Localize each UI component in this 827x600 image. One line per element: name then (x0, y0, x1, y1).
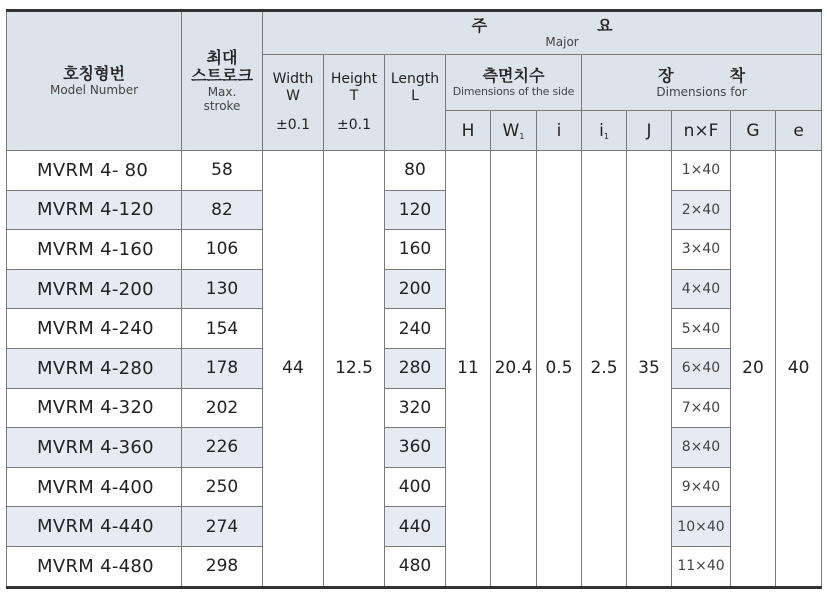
model-cell: MVRM 4- 80 (7, 151, 182, 191)
nxf-cell: 3×40 (672, 230, 731, 270)
nxf-cell: 8×40 (672, 428, 731, 468)
nxf-cell: 9×40 (672, 467, 731, 507)
stroke-cell: 130 (182, 269, 263, 309)
col-header-e: e (776, 111, 822, 151)
length-cell: 320 (385, 388, 446, 428)
nxf-cell: 6×40 (672, 348, 731, 388)
stroke-header-en-2: stroke (203, 99, 241, 113)
major-header-ko-1: 주 (471, 16, 488, 35)
width-value: 44 (263, 151, 324, 588)
stroke-cell: 178 (182, 348, 263, 388)
model-cell: MVRM 4-360 (7, 428, 182, 468)
model-cell: MVRM 4-240 (7, 309, 182, 349)
model-cell: MVRM 4-480 (7, 546, 182, 587)
length-header-symbol: L (411, 88, 419, 104)
table-row (7, 190, 822, 230)
model-header-ko: 호칭형번 (63, 64, 125, 83)
side-header-en: Dimensions of the side (452, 85, 575, 98)
stroke-cell: 298 (182, 546, 263, 587)
col-header-nxF: n×F (672, 111, 731, 151)
mount-header-en: Dimensions for (656, 84, 747, 99)
nxf-cell: 7×40 (672, 388, 731, 428)
model-cell: MVRM 4-120 (7, 190, 182, 230)
length-cell: 280 (385, 348, 446, 388)
i-value: 0.5 (537, 151, 582, 588)
length-cell: 360 (385, 428, 446, 468)
major-header-en: Major (545, 35, 579, 49)
mount-header-ko-2: 착 (729, 65, 746, 85)
length-cell: 200 (385, 269, 446, 309)
nxf-cell: 5×40 (672, 309, 731, 349)
nxf-cell: 4×40 (672, 269, 731, 309)
col-header-i1: $i_1$ (582, 111, 627, 151)
table-row (7, 428, 822, 468)
table-row (7, 467, 822, 507)
length-cell: 400 (385, 467, 446, 507)
nxf-cell: 1×40 (672, 151, 731, 191)
model-cell: MVRM 4-320 (7, 388, 182, 428)
model-header-en: Model Number (49, 83, 139, 97)
mounting-dimensions-header (582, 55, 822, 111)
height-value: 12.5 (324, 151, 385, 588)
major-header (263, 11, 822, 55)
stroke-header (182, 11, 263, 151)
col-header-J: J (627, 111, 672, 151)
length-cell: 160 (385, 230, 446, 270)
stroke-header-en-1: Max. (207, 85, 237, 99)
stroke-cell: 202 (182, 388, 263, 428)
table-row (7, 388, 822, 428)
height-header-label: Height (330, 71, 378, 87)
length-cell: 480 (385, 546, 446, 587)
length-cell: 440 (385, 507, 446, 547)
major-header-ko-2: 요 (597, 16, 613, 35)
width-header (263, 55, 324, 151)
nxf-cell: 2×40 (672, 190, 731, 230)
model-header (7, 11, 182, 151)
model-cell: MVRM 4-400 (7, 467, 182, 507)
side-dimensions-header (446, 55, 582, 111)
J-value: 35 (627, 151, 672, 588)
stroke-cell: 250 (182, 467, 263, 507)
i1-value: 2.5 (582, 151, 627, 588)
nxf-cell: 10×40 (672, 507, 731, 547)
stroke-header-ko-1: 최대 (206, 48, 238, 67)
col-header-H: H (446, 111, 491, 151)
nxf-cell: 11×40 (672, 546, 731, 587)
width-header-tol: ±0.1 (276, 117, 310, 133)
height-header-tol: ±0.1 (337, 117, 371, 133)
mount-header-ko-1: 장 (658, 65, 674, 85)
col-header-G: G (731, 111, 776, 151)
table-row (7, 348, 822, 388)
stroke-cell: 226 (182, 428, 263, 468)
width-header-symbol: W (286, 88, 300, 104)
stroke-cell: 82 (182, 190, 263, 230)
width-header-label: Width (272, 71, 314, 87)
length-cell: 240 (385, 309, 446, 349)
table-row (7, 507, 822, 547)
table-row (7, 269, 822, 309)
e-value: 40 (776, 151, 822, 588)
stroke-cell: 274 (182, 507, 263, 547)
spec-table (6, 9, 822, 589)
stroke-cell: 58 (182, 151, 263, 191)
length-cell: 120 (385, 190, 446, 230)
length-cell: 80 (385, 151, 446, 191)
model-cell: MVRM 4-280 (7, 348, 182, 388)
model-cell: MVRM 4-440 (7, 507, 182, 547)
height-header (324, 55, 385, 151)
table-row (7, 546, 822, 587)
height-header-symbol: T (349, 88, 359, 104)
length-header (385, 55, 446, 151)
side-header-ko: 측면치수 (482, 66, 545, 85)
length-header-label: Length (390, 71, 440, 87)
model-cell: MVRM 4-160 (7, 230, 182, 270)
stroke-cell: 106 (182, 230, 263, 270)
table-row (7, 309, 822, 349)
col-header-W1: $W_1$ (491, 111, 537, 151)
stroke-header-ko-2: 스트로크 (191, 66, 253, 85)
table-row (7, 230, 822, 270)
model-cell: MVRM 4-200 (7, 269, 182, 309)
col-header-i: i (537, 111, 582, 151)
G-value: 20 (731, 151, 776, 588)
stroke-cell: 154 (182, 309, 263, 349)
table-row (7, 151, 822, 191)
H-value: 11 (446, 151, 491, 588)
W1-value: 20.4 (491, 151, 537, 588)
